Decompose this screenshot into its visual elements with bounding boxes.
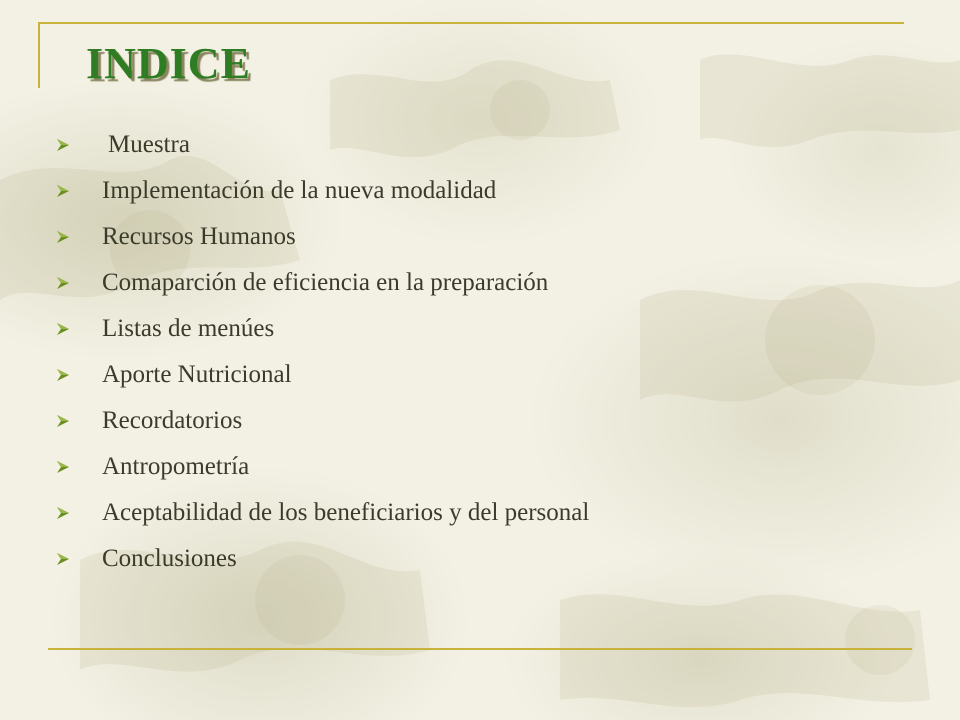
list-item-label: Comaparción de eficiencia en la preparación xyxy=(102,269,549,296)
list-item-label: Listas de menúes xyxy=(102,315,275,342)
arrowhead-bullet-icon xyxy=(56,138,82,152)
list-item-label: Aceptabilidad de los beneficiarios y del personal xyxy=(102,499,590,526)
arrowhead-bullet-icon xyxy=(56,322,82,336)
arrowhead-bullet-icon xyxy=(56,506,82,520)
list-item xyxy=(56,260,589,306)
frame-left-line xyxy=(38,22,40,88)
list-item-label: Antropometría xyxy=(102,453,250,480)
list-item-label: Recursos Humanos xyxy=(102,223,296,250)
arrowhead-bullet-icon xyxy=(56,276,82,290)
list-item xyxy=(56,214,589,260)
list-item xyxy=(56,490,589,536)
list-item-label: Implementación de la nueva modalidad xyxy=(102,177,497,204)
list-item-label: Conclusiones xyxy=(102,545,237,572)
list-item xyxy=(56,536,589,582)
arrowhead-bullet-icon xyxy=(56,460,82,474)
index-list xyxy=(56,122,589,582)
list-item xyxy=(56,398,589,444)
list-item xyxy=(56,168,589,214)
arrowhead-bullet-icon xyxy=(56,414,82,428)
list-item xyxy=(56,122,589,168)
list-item xyxy=(56,306,589,352)
slide-title: INDICE xyxy=(86,39,251,88)
arrowhead-bullet-icon xyxy=(56,184,82,198)
frame-top-line xyxy=(38,22,904,24)
arrowhead-bullet-icon xyxy=(56,552,82,566)
arrowhead-bullet-icon xyxy=(56,230,82,244)
arrowhead-bullet-icon xyxy=(56,368,82,382)
list-item xyxy=(56,352,589,398)
list-item-label: Muestra xyxy=(108,131,190,158)
list-item-label: Recordatorios xyxy=(102,407,243,434)
list-item-label: Aporte Nutricional xyxy=(102,361,292,388)
list-item xyxy=(56,444,589,490)
frame-bottom-line xyxy=(48,648,912,650)
